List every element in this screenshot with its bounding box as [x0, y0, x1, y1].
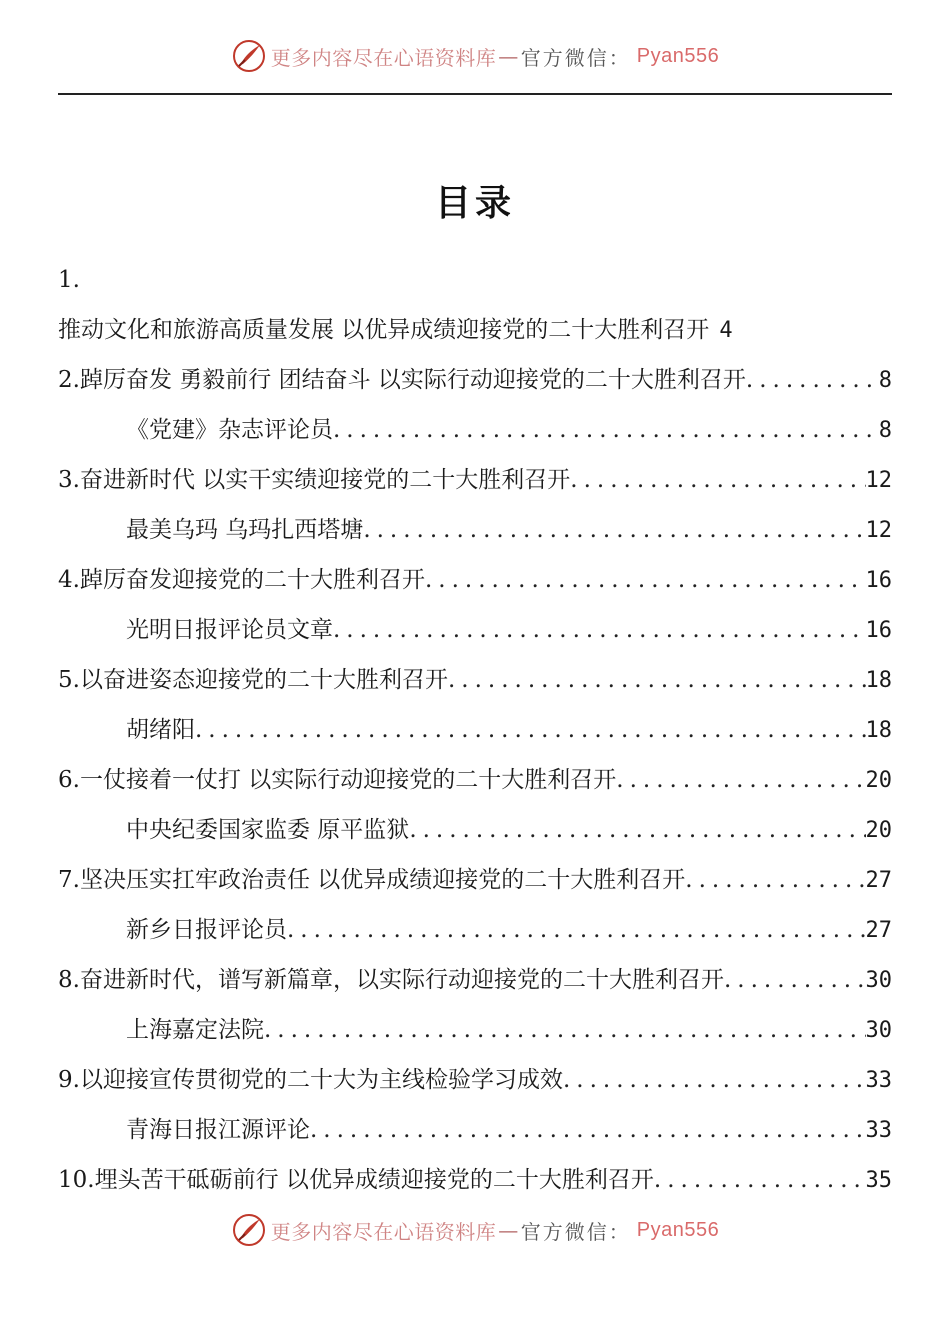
toc-subentry-title: 胡绪阳	[126, 717, 195, 743]
toc-entry-8[interactable]	[58, 955, 892, 1005]
toc-entry-number: 6.	[58, 767, 80, 793]
header-divider	[58, 93, 892, 95]
toc-entry-10[interactable]	[58, 1155, 892, 1205]
toc-subentry-title: 中央纪委国家监委 原平监狱	[126, 817, 410, 843]
toc-entry-page: 30	[865, 968, 892, 993]
toc-subentry-title: 《党建》杂志评论员	[126, 417, 333, 443]
toc-subentry[interactable]	[58, 405, 892, 455]
toc-entry-4[interactable]	[58, 555, 892, 605]
toc-entry-title: 埋头苦干砥砺前行 以优异成绩迎接党的二十大胜利召开	[94, 1167, 654, 1193]
toc-subentry[interactable]	[58, 505, 892, 555]
toc-entry-page: 12	[865, 468, 892, 493]
toc-entry-5[interactable]	[58, 655, 892, 705]
toc-entry-number: 3.	[58, 467, 80, 493]
toc-subentry[interactable]	[58, 605, 892, 655]
toc-subentry[interactable]	[58, 1105, 892, 1155]
toc-entry-2[interactable]	[58, 355, 892, 405]
toc-leader-dots	[654, 1155, 866, 1205]
toc-entry-page: 8	[878, 368, 892, 393]
toc-subentry[interactable]	[58, 705, 892, 755]
toc-subentry[interactable]	[58, 805, 892, 855]
toc-subentry-page: 16	[865, 618, 892, 643]
toc-entry-title: 一仗接着一仗打 以实际行动迎接党的二十大胜利召开	[79, 767, 617, 793]
toc-leader-dots	[264, 1005, 866, 1055]
toc-entry-page: 27	[865, 868, 892, 893]
toc-entry-1-number: 1.	[58, 267, 80, 293]
toc-subentry-title: 青海日报江源评论	[126, 1117, 310, 1143]
watermark-dash: —	[498, 44, 519, 68]
toc-leader-dots	[409, 805, 865, 855]
toc-subentry-page: 20	[865, 818, 892, 843]
watermark-label: 官方微信：	[520, 45, 631, 70]
toc-entry-7[interactable]	[58, 855, 892, 905]
toc-leader-dots	[310, 1105, 866, 1155]
toc-entry-page: 33	[865, 1068, 892, 1093]
toc-entry-number: 2.	[58, 367, 80, 393]
watermark-label: 官方微信：	[520, 1219, 631, 1244]
toc-entry-title: 坚决压实扛牢政治责任 以优异成绩迎接党的二十大胜利召开	[79, 867, 686, 893]
toc-entry-title: 踔厉奋发 勇毅前行 团结奋斗 以实际行动迎接党的二十大胜利召开	[79, 367, 746, 393]
toc-subentry[interactable]	[58, 1005, 892, 1055]
toc-entry-number: 5.	[58, 667, 80, 693]
toc-entry-number: 10.	[58, 1167, 95, 1193]
toc-subentry-page: 33	[865, 1118, 892, 1143]
toc-subentry-page: 30	[865, 1018, 892, 1043]
toc-subentry[interactable]	[58, 905, 892, 955]
toc-entry-number: 8.	[58, 967, 80, 993]
toc-subentry-page: 8	[878, 418, 892, 443]
toc-entry-number: 9.	[58, 1067, 80, 1093]
watermark-wechat-id: Pyan556	[636, 44, 720, 67]
toc-subentry-page: 27	[865, 918, 892, 943]
toc-leader-dots	[425, 555, 866, 605]
toc-list	[58, 355, 892, 1205]
toc-leader-dots	[563, 1055, 866, 1105]
quill-logo-icon	[231, 38, 267, 74]
toc-leader-dots	[333, 605, 866, 655]
toc-subentry-title: 最美乌玛 乌玛扎西塔塘	[126, 517, 364, 543]
toc-entry-page: 35	[865, 1168, 892, 1193]
toc-subentry-page: 12	[865, 518, 892, 543]
toc-entry-page: 20	[865, 768, 892, 793]
toc-subentry-page: 18	[865, 718, 892, 743]
toc-leader-dots	[616, 755, 865, 805]
watermark-brand: 更多内容尽在心语资料库	[270, 1219, 497, 1244]
watermark-brand: 更多内容尽在心语资料库	[270, 45, 497, 70]
toc-entry-page: 18	[865, 668, 892, 693]
watermark-wechat-id: Pyan556	[636, 1218, 720, 1241]
toc-entry-title: 推动文化和旅游高质量发展 以优异成绩迎接党的二十大胜利召开	[58, 317, 710, 343]
quill-logo-icon	[231, 1212, 267, 1248]
toc-entry-number: 4.	[58, 567, 80, 593]
toc-leader-dots	[363, 505, 865, 555]
toc-entry-3[interactable]	[58, 455, 892, 505]
toc-leader-dots	[746, 355, 879, 405]
toc-subentry-title: 新乡日报评论员	[126, 917, 287, 943]
toc-leader-dots	[448, 655, 866, 705]
toc-entry-page: 4	[719, 318, 733, 343]
toc-subentry-title: 上海嘉定法院	[126, 1017, 264, 1043]
toc-entry-title: 以迎接宣传贯彻党的二十大为主线检验学习成效	[79, 1067, 563, 1093]
page-title: 目录	[434, 182, 515, 224]
toc-entry-1[interactable]	[58, 305, 892, 355]
toc-entry-page: 16	[865, 568, 892, 593]
watermark-dash: —	[498, 1218, 519, 1242]
toc-leader-dots	[685, 855, 865, 905]
footer-watermark	[0, 1212, 950, 1248]
toc-entry-number: 7.	[58, 867, 80, 893]
toc-entry-6[interactable]	[58, 755, 892, 805]
toc-entry-title: 以奋进姿态迎接党的二十大胜利召开	[79, 667, 448, 693]
toc-leader-dots	[287, 905, 866, 955]
table-of-contents	[58, 255, 892, 1205]
toc-entry-title: 奋进新时代 以实干实绩迎接党的二十大胜利召开	[79, 467, 571, 493]
header-watermark	[0, 38, 950, 74]
toc-entry-title: 奋进新时代，谱写新篇章，以实际行动迎接党的二十大胜利召开	[79, 967, 724, 993]
toc-entry-9[interactable]	[58, 1055, 892, 1105]
toc-leader-dots	[570, 455, 865, 505]
toc-leader-dots	[195, 705, 866, 755]
toc-leader-dots	[333, 405, 879, 455]
toc-entry-title: 踔厉奋发迎接党的二十大胜利召开	[79, 567, 425, 593]
toc-leader-dots	[724, 955, 866, 1005]
toc-subentry-title: 光明日报评论员文章	[126, 617, 333, 643]
